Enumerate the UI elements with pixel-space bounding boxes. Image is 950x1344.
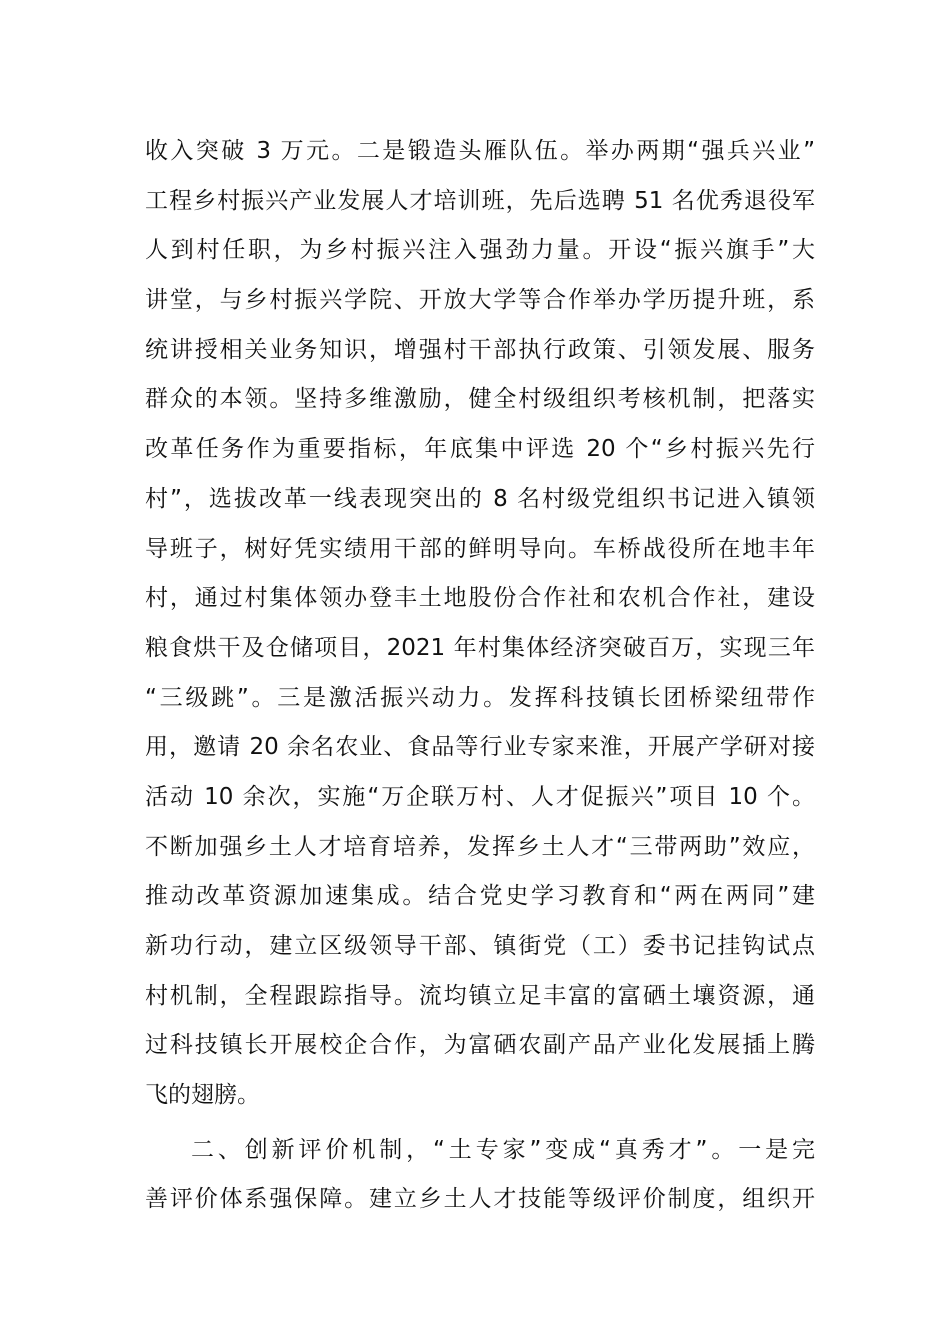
paragraph-1-line-7: 改革任务作为重要指标，年底集中评选 20 个“乡村振兴先行 — [145, 436, 815, 463]
paragraph-1-line-1: 收入突破 3 万元。二是锻造头雁队伍。举办两期“强兵兴业” — [145, 138, 815, 164]
paragraph-1-line-15: 不断加强乡土人才培育培养，发挥乡土人才“三带两助”效应， — [145, 833, 815, 860]
paragraph-1-line-12: “三级跳”。三是激活振兴动力。发挥科技镇长团桥梁纽带作 — [145, 684, 815, 711]
paragraph-1-line-2: 工程乡村振兴产业发展人才培训班，先后选聘 51 名优秀退役军 — [145, 187, 815, 214]
paragraph-1-line-16: 推动改革资源加速集成。结合党史学习教育和“两在两同”建 — [145, 883, 815, 910]
paragraph-1-line-9: 导班子，树好凭实绩用干部的鲜明导向。车桥战役所在地丰年 — [145, 535, 815, 562]
paragraph-1-line-3: 人到村任职，为乡村振兴注入强劲力量。开设“振兴旗手”大 — [145, 237, 815, 264]
paragraph-1-line-19: 过科技镇长开展校企合作，为富硒农副产品产业化发展插上腾 — [145, 1032, 815, 1059]
paragraph-1-line-20: 飞的翅膀。 — [145, 1082, 260, 1109]
paragraph-1-line-18: 村机制，全程跟踪指导。流均镇立足丰富的富硒土壤资源，通 — [145, 982, 815, 1009]
paragraph-1-line-8: 村”，选拔改革一线表现突出的 8 名村级党组织书记进入镇领 — [145, 485, 815, 512]
paragraph-1-line-14: 活动 10 余次，实施“万企联万村、人才促振兴”项目 10 个。 — [145, 783, 815, 810]
paragraph-1-line-13: 用，邀请 20 余名农业、食品等行业专家来淮，开展产学研对接 — [145, 734, 815, 761]
paragraph-1-line-17: 新功行动，建立区级领导干部、镇街党（工）委书记挂钩试点 — [145, 933, 815, 959]
paragraph-1-line-6: 群众的本领。坚持多维激励，健全村级组织考核机制，把落实 — [145, 386, 815, 413]
paragraph-1-line-10: 村，通过村集体领办登丰土地股份合作社和农机合作社，建设 — [145, 585, 815, 612]
document-body — [145, 127, 815, 1225]
paragraph-1-line-11: 粮食烘干及仓储项目，2021 年村集体经济突破百万，实现三年 — [145, 634, 815, 661]
paragraph-1-line-4: 讲堂，与乡村振兴学院、开放大学等合作举办学历提升班，系 — [145, 287, 815, 314]
paragraph-1-line-5: 统讲授相关业务知识，增强村干部执行政策、引领发展、服务 — [145, 336, 815, 363]
paragraph-2-line-2: 善评价体系强保障。建立乡土人才技能等级评价制度，组织开 — [145, 1186, 815, 1213]
paragraph-2-line-1: 二、创新评价机制，“土专家”变成“真秀才”。一是完 — [191, 1136, 815, 1163]
